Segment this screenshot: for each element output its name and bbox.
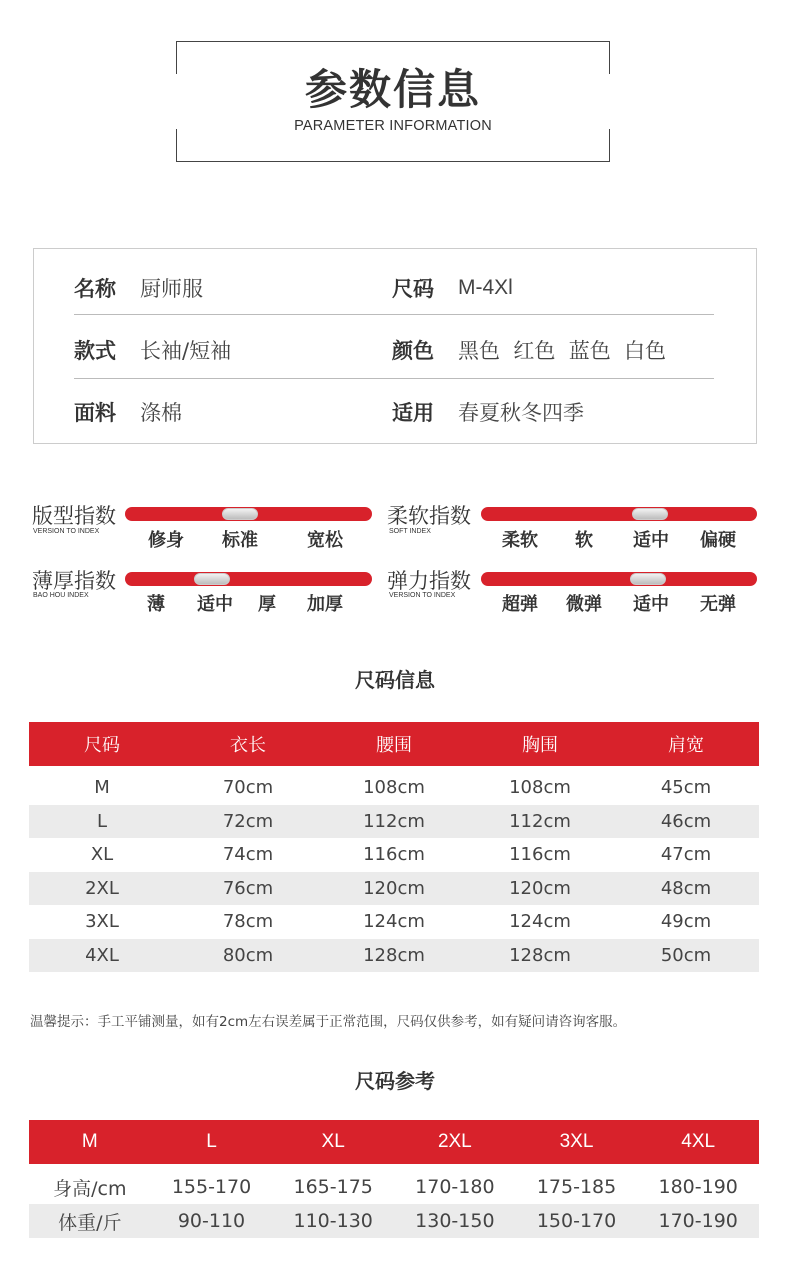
- param-label: 款式: [74, 339, 116, 363]
- index-subtitle: SOFT INDEX: [389, 528, 431, 535]
- table-cell: L: [96, 810, 108, 832]
- param-value: M-4Xl: [458, 276, 513, 299]
- index-option: 柔软: [502, 530, 538, 551]
- index-option: 偏硬: [700, 530, 736, 551]
- header-cell: 2XL: [437, 1131, 472, 1152]
- param-style: [74, 319, 231, 381]
- index-option: 适中: [197, 594, 233, 615]
- header-cell: 腰围: [376, 735, 412, 756]
- table-cell: 80cm: [222, 944, 274, 966]
- divider: [74, 314, 714, 315]
- header-cell: 尺码: [84, 735, 120, 756]
- table-cell: 4XL: [85, 944, 119, 966]
- table-cell: 128cm: [363, 944, 425, 966]
- table-cell: 70cm: [222, 777, 274, 799]
- index-option: 加厚: [307, 594, 343, 615]
- table-cell: 165-175: [293, 1176, 373, 1198]
- table-cell: 116cm: [509, 844, 571, 866]
- table-cell: 155-170: [171, 1176, 252, 1198]
- param-name: [74, 257, 203, 319]
- index-title: 薄厚指数: [32, 569, 116, 593]
- size-info-title: 尺码信息: [355, 668, 435, 692]
- index-option: 软: [575, 530, 593, 551]
- index-slider-knob: [630, 573, 666, 585]
- table-cell: 3XL: [85, 911, 119, 933]
- param-value: 长袖/短袖: [140, 339, 232, 363]
- table-cell: 110-130: [293, 1210, 373, 1232]
- table-header: [29, 1120, 759, 1164]
- table-row: [29, 838, 759, 872]
- table-cell: 2XL: [85, 877, 119, 899]
- param-label: 尺码: [392, 277, 434, 301]
- index-option: 微弹: [566, 594, 602, 615]
- table-cell: 46cm: [660, 810, 712, 832]
- header-cell: XL: [321, 1131, 345, 1152]
- measurement-note: 温馨提示：手工平铺测量，如有2cm左右误差属于正常范围，尺码仅供参考，如有疑问请咨询客服。: [30, 1014, 627, 1030]
- table-row: [29, 1170, 759, 1204]
- header-cell: 衣长: [230, 735, 266, 756]
- table-cell: 130-150: [415, 1210, 495, 1232]
- header-frame: [176, 41, 610, 162]
- index-subtitle: VERSION TO INDEX: [33, 528, 100, 535]
- table-cell: 47cm: [660, 844, 712, 866]
- param-size: [392, 257, 513, 319]
- index-slider-knob: [222, 508, 258, 520]
- param-label: 适用: [392, 401, 434, 425]
- index-option: 薄: [147, 594, 165, 615]
- header-cell: 肩宽: [668, 735, 704, 756]
- table-cell: 128cm: [509, 944, 571, 966]
- table-cell: 116cm: [363, 844, 425, 866]
- param-value: 厨师服: [140, 277, 203, 301]
- divider: [74, 378, 714, 379]
- table-cell: 74cm: [222, 844, 274, 866]
- param-fabric: [74, 381, 182, 443]
- table-cell: 78cm: [222, 911, 274, 933]
- index-option: 修身: [148, 530, 184, 551]
- param-season: [392, 381, 584, 443]
- table-row: [29, 905, 759, 939]
- header-cell: 4XL: [681, 1131, 716, 1152]
- size-info-table: [29, 722, 759, 972]
- index-option: 无弹: [700, 594, 736, 615]
- table-cell: 49cm: [660, 911, 712, 933]
- table-cell: 体重/斤: [58, 1211, 122, 1234]
- index-slider-track: [481, 507, 757, 521]
- index-slider-knob: [194, 573, 230, 585]
- param-value: 春夏秋冬四季: [458, 401, 584, 425]
- header-cell: L: [206, 1131, 217, 1152]
- table-cell: 150-170: [536, 1210, 617, 1232]
- index-option: 标准: [222, 530, 258, 551]
- table-cell: 170-180: [415, 1176, 495, 1198]
- table-cell: 112cm: [509, 810, 571, 832]
- index-title: 柔软指数: [387, 504, 471, 528]
- table-cell: 124cm: [363, 911, 425, 933]
- table-cell: 175-185: [536, 1176, 617, 1198]
- param-label: 面料: [74, 401, 116, 425]
- table-cell: 45cm: [660, 777, 712, 799]
- table-cell: 72cm: [222, 810, 274, 832]
- header-cell: 胸围: [522, 735, 558, 756]
- index-option: 适中: [633, 594, 669, 615]
- table-row: [29, 939, 759, 973]
- table-row: [29, 1204, 759, 1238]
- page-title: 参数信息: [304, 65, 481, 114]
- table-cell: 48cm: [660, 877, 712, 899]
- page-subtitle: PARAMETER INFORMATION: [294, 118, 492, 134]
- index-option: 适中: [633, 530, 669, 551]
- table-cell: 76cm: [222, 877, 274, 899]
- table-cell: XL: [90, 844, 114, 866]
- index-slider-track: [481, 572, 757, 586]
- table-cell: M: [94, 777, 110, 799]
- index-subtitle: BAO HOU INDEX: [33, 592, 89, 599]
- table-header: [29, 722, 759, 766]
- index-slider-track: [125, 572, 372, 586]
- table-cell: 120cm: [363, 877, 425, 899]
- param-color: [392, 319, 666, 381]
- param-value: 涤棉: [140, 401, 182, 425]
- param-label: 颜色: [392, 339, 434, 363]
- param-value: 黑色 红色 蓝色 白色: [458, 339, 667, 363]
- table-row: [29, 872, 759, 906]
- table-cell: 180-190: [658, 1176, 738, 1198]
- index-option: 厚: [258, 594, 276, 615]
- frame-line: [176, 161, 610, 162]
- table-cell: 124cm: [509, 911, 571, 933]
- index-title: 版型指数: [32, 504, 116, 528]
- table-row: [29, 771, 759, 805]
- table-cell: 170-190: [658, 1210, 738, 1232]
- index-option: 超弹: [502, 594, 538, 615]
- param-label: 名称: [74, 277, 116, 301]
- header-cell: 3XL: [559, 1131, 594, 1152]
- table-cell: 108cm: [363, 777, 425, 799]
- size-ref-table: [29, 1120, 759, 1238]
- index-slider-knob: [632, 508, 668, 520]
- table-cell: 90-110: [177, 1210, 246, 1232]
- index-subtitle: VERSION TO INDEX: [389, 592, 456, 599]
- frame-line: [176, 41, 610, 42]
- index-title: 弹力指数: [387, 569, 471, 593]
- size-ref-title: 尺码参考: [355, 1069, 435, 1093]
- header-cell: M: [81, 1131, 98, 1152]
- table-cell: 108cm: [509, 777, 571, 799]
- table-cell: 120cm: [509, 877, 571, 899]
- table-cell: 身高/cm: [53, 1177, 127, 1200]
- table-cell: 50cm: [660, 944, 712, 966]
- table-cell: 112cm: [363, 810, 425, 832]
- parameter-box: [33, 248, 757, 444]
- index-option: 宽松: [307, 530, 343, 551]
- table-row: [29, 805, 759, 839]
